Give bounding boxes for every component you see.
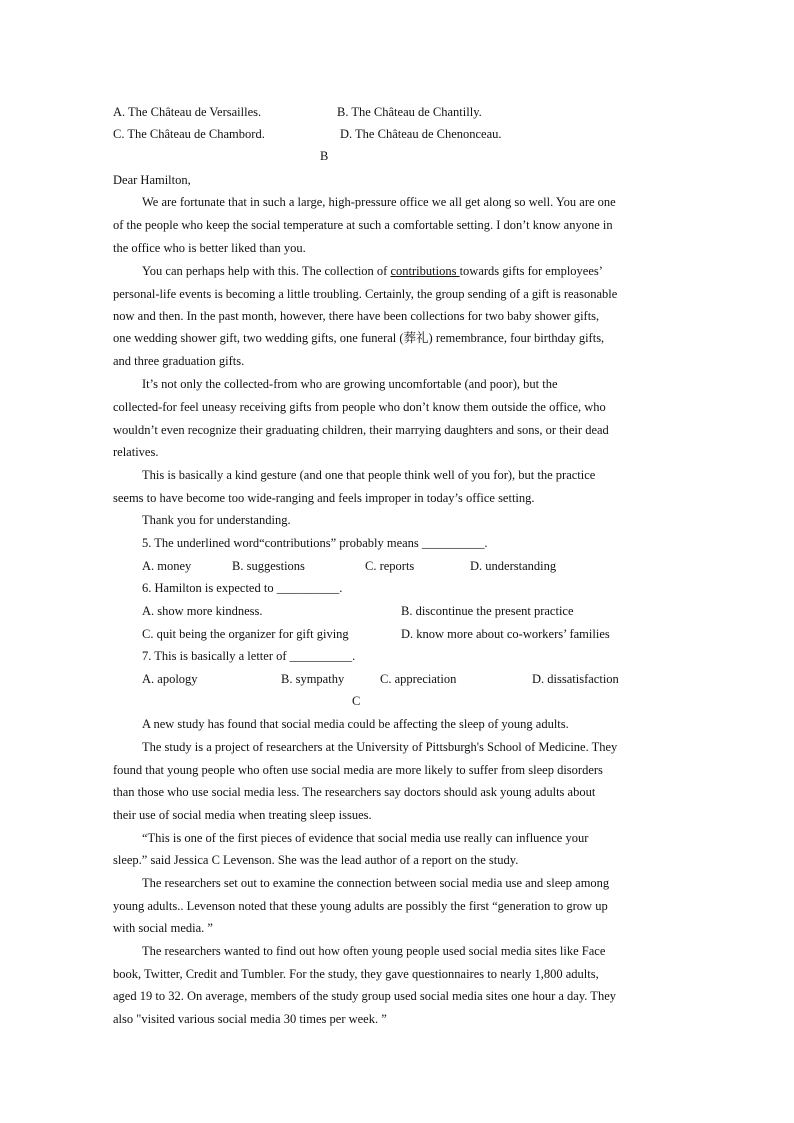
q7-option-d[interactable]: D. dissatisfaction <box>532 672 619 686</box>
passage-b-line: It’s not only the collected-from who are growing uncomfortable (and poor), but the <box>142 377 558 391</box>
passage-c-line: The researchers set out to examine the connection between social media use and sleep among <box>142 876 610 890</box>
passage-b-text: You can perhaps help with this. The collection of <box>142 264 391 278</box>
letter-greeting: Dear Hamilton, <box>113 173 191 187</box>
q-prev-option-b[interactable]: B. The Château de Chantilly. <box>337 105 482 119</box>
q5-option-b[interactable]: B. suggestions <box>232 559 305 573</box>
q7-option-b[interactable]: B. sympathy <box>281 672 345 686</box>
passage-c-line: sleep.” said Jessica C Levenson. She was the lead author of a report on the study. <box>113 853 519 867</box>
passage-c-line: “This is one of the first pieces of evidence that social media use really can influence your <box>142 831 589 845</box>
passage-b-line: now and then. In the past month, however, there have been collections for two baby shower gifts, <box>113 309 600 323</box>
q-prev-option-c[interactable]: C. The Château de Chambord. <box>113 127 265 141</box>
section-c-label: C <box>352 694 361 708</box>
passage-b-line: the office who is better liked than you. <box>113 241 306 255</box>
q7-option-c[interactable]: C. appreciation <box>380 672 457 686</box>
q6-option-b[interactable]: B. discontinue the present practice <box>401 604 574 618</box>
passage-b-line: This is basically a kind gesture (and one that people think well of you for), but the practice <box>142 468 596 482</box>
passage-b-line: collected-for feel uneasy receiving gifts from people who don’t know them outside the office, who <box>113 400 606 414</box>
q6-option-c[interactable]: C. quit being the organizer for gift giving <box>142 627 349 641</box>
passage-c-line: The researchers wanted to find out how often young people used social media sites like Face <box>142 944 606 958</box>
passage-c-line: with social media. ” <box>113 921 213 935</box>
letter-closing: Thank you for understanding. <box>142 513 291 527</box>
q7-option-a[interactable]: A. apology <box>142 672 198 686</box>
question-5-stem: 5. The underlined word“contributions” probably means __________. <box>142 536 488 550</box>
question-6-stem: 6. Hamilton is expected to __________. <box>142 581 343 595</box>
passage-c-line: their use of social media when treating sleep issues. <box>113 808 372 822</box>
passage-b-line: relatives. <box>113 445 159 459</box>
q6-option-a[interactable]: A. show more kindness. <box>142 604 263 618</box>
question-7-stem: 7. This is basically a letter of __________. <box>142 649 356 663</box>
q6-option-d[interactable]: D. know more about co-workers’ families <box>401 627 610 641</box>
q-prev-option-a[interactable]: A. The Château de Versailles. <box>113 105 262 119</box>
passage-b-line: of the people who keep the social temperature at such a comfortable setting. I don’t know anyone in <box>113 218 613 232</box>
passage-c-line: book, Twitter, Credit and Tumbler. For the study, they gave questionnaires to nearly 1,800 adults, <box>113 967 599 981</box>
q-prev-option-d[interactable]: D. The Château de Chenonceau. <box>340 127 502 141</box>
passage-c-line: than those who use social media less. The researchers say doctors should ask young adults about <box>113 785 596 799</box>
passage-c-line: young adults.. Levenson noted that these young adults are possibly the first “generation to grow up <box>113 899 608 913</box>
passage-b-line: wouldn’t even recognize their graduating children, their marrying daughters and sons, or their dead <box>113 423 609 437</box>
passage-b-line: one wedding shower gift, two wedding gifts, one funeral (葬礼) remembrance, four birthday gifts, <box>113 331 605 345</box>
passage-c-line: aged 19 to 32. On average, members of the study group used social media sites one hour a day. They <box>113 989 616 1003</box>
passage-c-line: found that young people who often use social media are more likely to suffer from sleep disorders <box>113 763 603 777</box>
passage-b-line: personal-life events is becoming a little troubling. Certainly, the group sending of a gift is reasonable <box>113 287 618 301</box>
passage-b-line: seems to have become too wide-ranging and feels improper in today’s office setting. <box>113 491 535 505</box>
q5-option-c[interactable]: C. reports <box>365 559 415 573</box>
passage-c-line: The study is a project of researchers at the University of Pittsburgh's School of Medicine. They <box>142 740 618 754</box>
passage-c-line: A new study has found that social media could be affecting the sleep of young adults. <box>142 717 569 731</box>
passage-b-text: towards gifts for employees’ <box>459 264 603 278</box>
q5-option-d[interactable]: D. understanding <box>470 559 557 573</box>
underlined-word-contributions: contributions <box>390 264 460 278</box>
passage-b-line <box>142 263 603 279</box>
section-b-label: B <box>320 149 329 163</box>
passage-b-line: and three graduation gifts. <box>113 354 245 368</box>
passage-b-line: We are fortunate that in such a large, high-pressure office we all get along so well. You are one <box>142 195 616 209</box>
passage-c-line: also "visited various social media 30 times per week. ” <box>113 1012 387 1026</box>
q5-option-a[interactable]: A. money <box>142 559 192 573</box>
